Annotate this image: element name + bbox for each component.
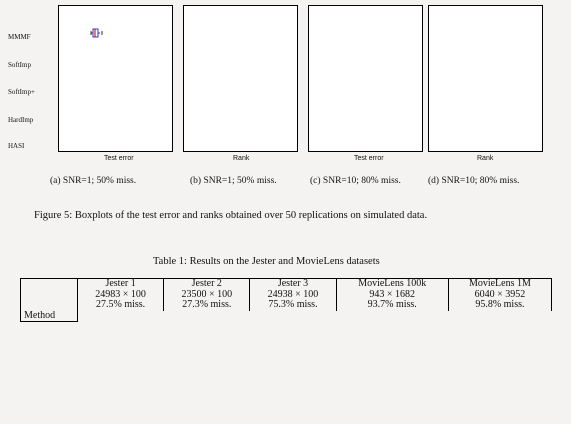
blank-cell	[21, 300, 78, 311]
results-table	[20, 278, 552, 322]
table-caption: Table 1: Results on the Jester and MovieLens datasets	[153, 256, 380, 267]
dataset-name: MovieLens 1M	[448, 279, 551, 290]
dataset-name: Jester 2	[164, 279, 250, 290]
dataset-dims: 6040 × 3952	[448, 290, 551, 301]
method-header: Method	[21, 311, 78, 322]
dataset-missing: 93.7% miss.	[336, 300, 448, 311]
dataset-dims: 943 × 1682	[336, 290, 448, 301]
method-label: HASI	[8, 142, 25, 150]
dataset-missing: 27.5% miss.	[77, 300, 163, 311]
boxplot-panel-c	[308, 5, 423, 152]
xlabel-d: Rank	[477, 155, 494, 162]
xlabel-b: Rank	[233, 155, 250, 162]
dataset-dims: 24983 × 100	[77, 290, 163, 301]
figure-5	[0, 0, 571, 205]
dataset-missing: 75.3% miss.	[250, 300, 336, 311]
method-label: MMMF	[8, 33, 31, 41]
dataset-missing: 27.3% miss.	[164, 300, 250, 311]
figure-caption: Figure 5: Boxplots of the test error and ranks obtained over 50 replications on simulated data.	[34, 210, 428, 221]
blank-cell	[21, 290, 78, 301]
dataset-dims: 24938 × 100	[250, 290, 336, 301]
method-label: SoftImp+	[8, 88, 35, 96]
subcaption-b: (b) SNR=1; 50% miss.	[190, 176, 277, 186]
subcaption-c: (c) SNR=10; 80% miss.	[310, 176, 401, 186]
method-label: SoftImp	[8, 61, 31, 69]
subcaption-d: (d) SNR=10; 80% miss.	[428, 176, 520, 186]
xlabel-a: Test error	[104, 155, 134, 162]
xlabel-c: Test error	[354, 155, 384, 162]
dataset-name: Jester 1	[77, 279, 163, 290]
dataset-missing: 95.8% miss.	[448, 300, 551, 311]
corner-cell	[21, 279, 78, 290]
boxplot-panel-b	[183, 5, 298, 152]
dataset-dims: 23500 × 100	[164, 290, 250, 301]
boxplot-panel-a	[58, 5, 173, 152]
boxplot-panel-d	[428, 5, 543, 152]
dataset-name: Jester 3	[250, 279, 336, 290]
subcaption-a: (a) SNR=1; 50% miss.	[50, 176, 137, 186]
dataset-name: MovieLens 100k	[336, 279, 448, 290]
method-label: HardImp	[8, 116, 34, 124]
